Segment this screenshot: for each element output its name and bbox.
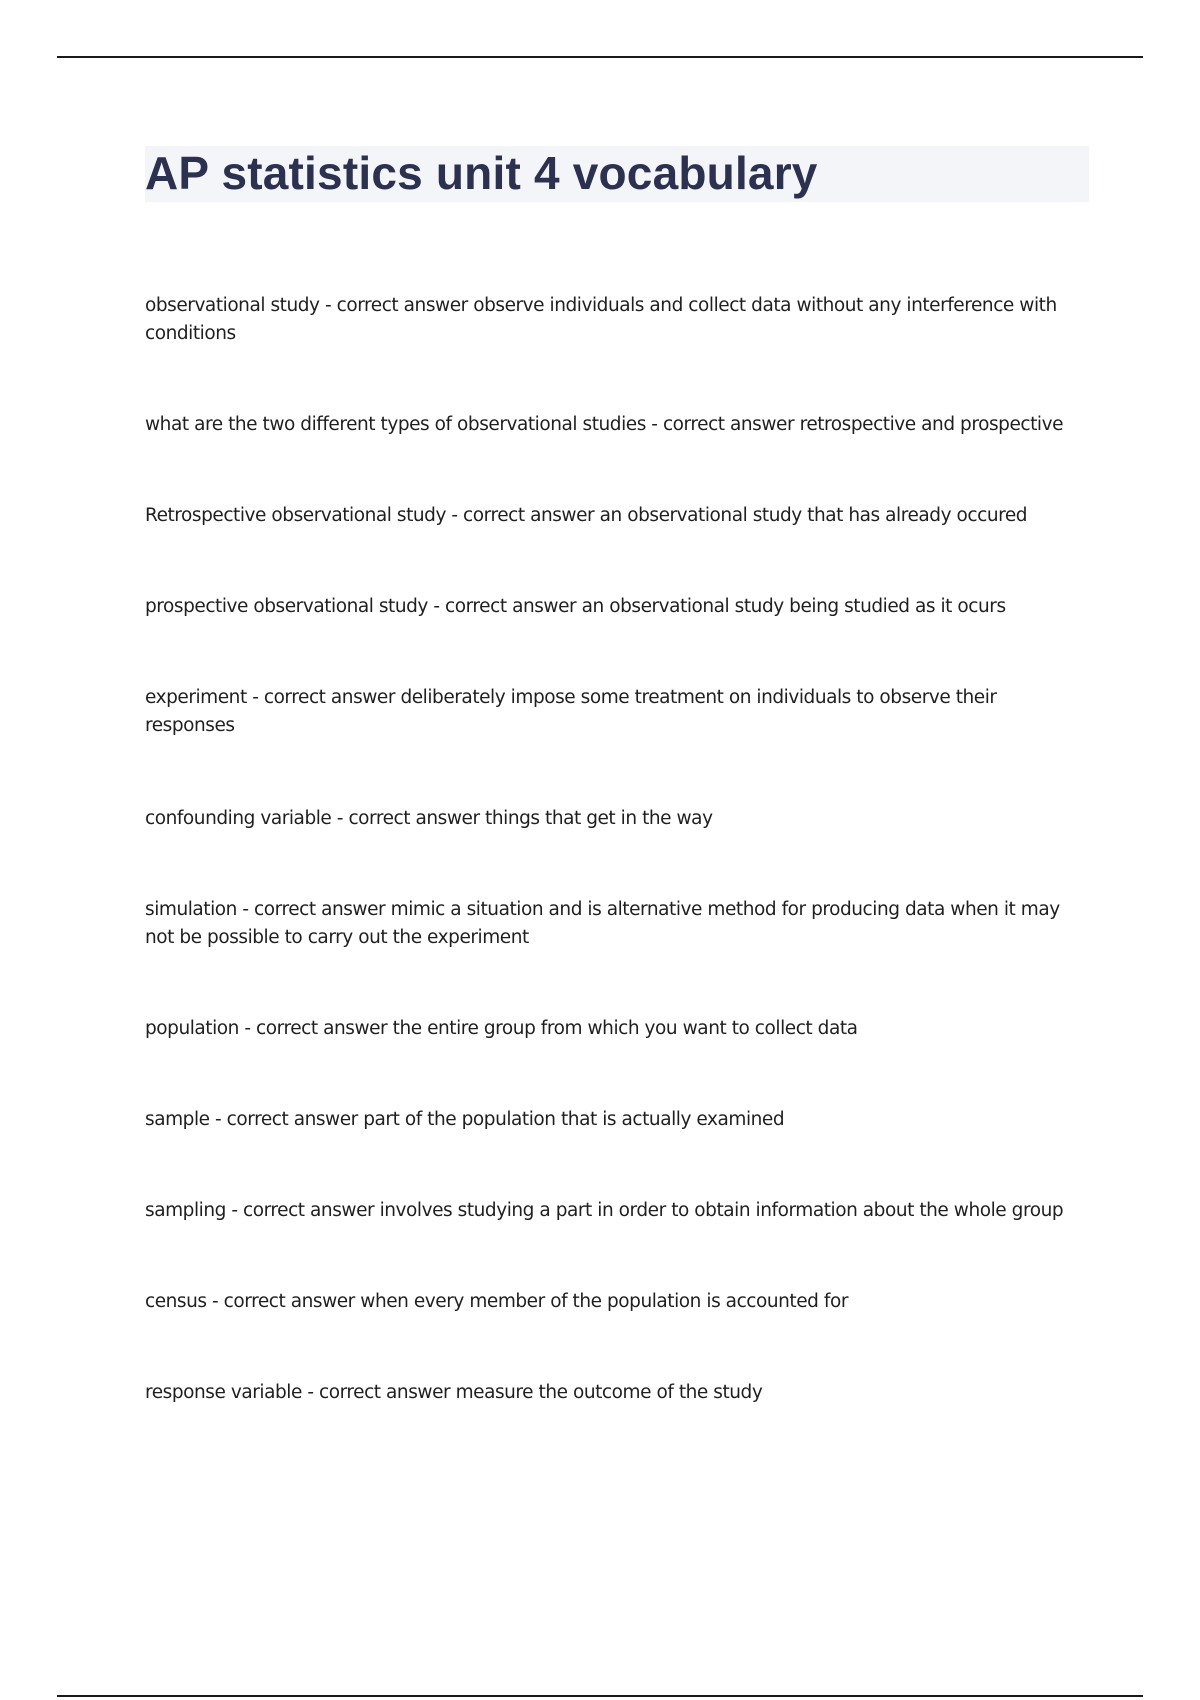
vocabulary-entry-prospective-observational-study: prospective observational study - correct answer an observational study being studied as it ocurs bbox=[145, 596, 1006, 617]
vocabulary-entry-population: population - correct answer the entire group from which you want to collect data bbox=[145, 1018, 858, 1039]
bottom-rule bbox=[57, 1695, 1143, 1697]
document-title: AP statistics unit 4 vocabulary bbox=[145, 147, 818, 199]
vocabulary-entry-experiment: experiment - correct answer deliberately impose some treatment on individuals to observe their responses bbox=[145, 687, 997, 736]
vocabulary-entry-sample: sample - correct answer part of the population that is actually examined bbox=[145, 1109, 785, 1130]
top-rule bbox=[57, 56, 1143, 58]
vocabulary-entry-census: census - correct answer when every member of the population is accounted for bbox=[145, 1291, 848, 1312]
vocabulary-entry-simulation: simulation - correct answer mimic a situation and is alternative method for producing data when it may not be possible to carry out the experiment bbox=[145, 899, 1060, 948]
vocabulary-entry-sampling: sampling - correct answer involves studying a part in order to obtain information about the whole group bbox=[145, 1200, 1064, 1221]
vocabulary-entry-response-variable: response variable - correct answer measure the outcome of the study bbox=[145, 1382, 763, 1403]
vocabulary-entry-observational-study: observational study - correct answer observe individuals and collect data without any interference with conditions bbox=[145, 295, 1057, 344]
vocabulary-entry-confounding-variable: confounding variable - correct answer things that get in the way bbox=[145, 808, 713, 829]
vocabulary-entry-types-of-observational-studies: what are the two different types of observational studies - correct answer retrospective and prospective bbox=[145, 414, 1064, 435]
vocabulary-entry-retrospective-observational-study: Retrospective observational study - correct answer an observational study that has already occured bbox=[145, 505, 1028, 526]
